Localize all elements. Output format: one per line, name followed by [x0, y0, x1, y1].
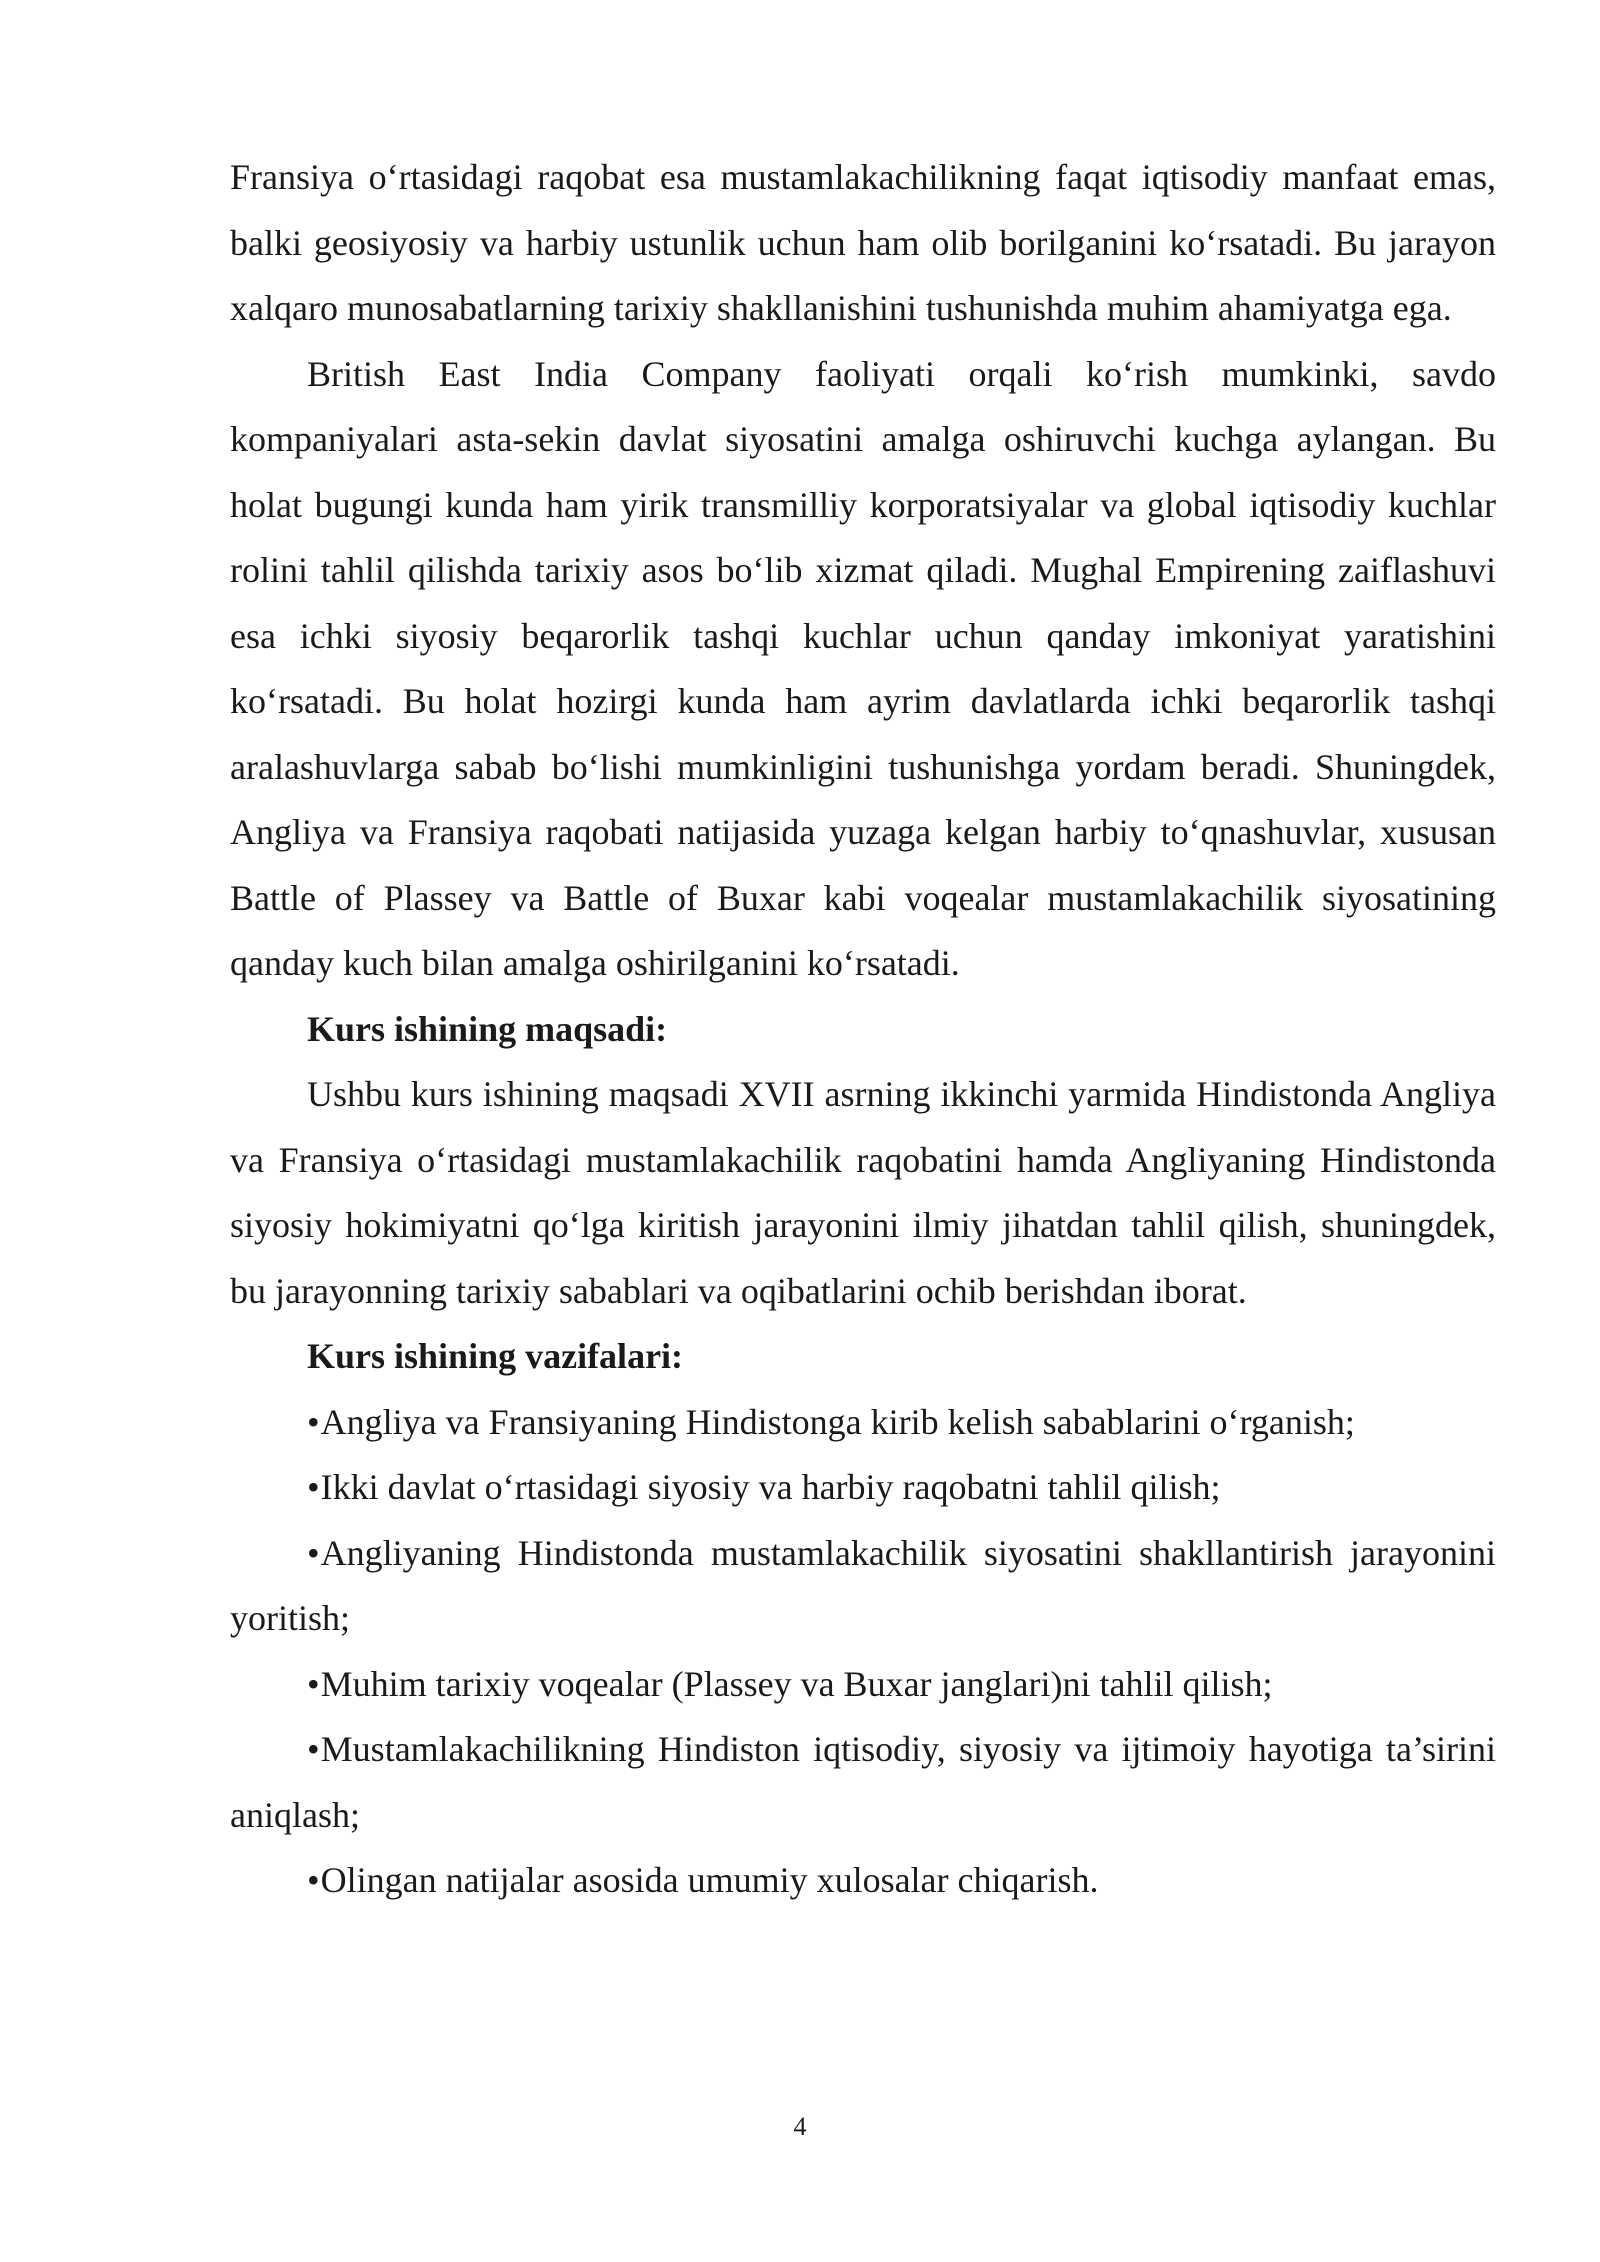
list-item [230, 1717, 1496, 1848]
tasks-list [230, 1390, 1496, 1914]
list-item-text: Angliyaning Hindistonda mustamlakachilik siyosatini shakllantirish jarayonini yoritish; [230, 1532, 1496, 1638]
body-paragraph: British East India Company faoliyati orqali ko‘rish mumkinki, savdo kompaniyalari asta-sekin davlat siyosatini amalga oshiruvchi kuchga aylangan. Bu holat bugungi kunda ham yirik transmilliy korporatsiyalar va global iqtisodiy kuchlar rolini tahlil qilishda tarixiy asos bo‘lib xizmat qiladi. Mughal Empirening zaiflashuvi esa ichki siyosiy beqarorlik tashqi kuchlar uchun qanday imkoniyat yaratishini ko‘rsatadi. Bu holat hozirgi kunda ham ayrim davlatlarda ichki beqarorlik tashqi aralashuvlarga sabab bo‘lishi mumkinligini tushunishga yordam beradi. Shuningdek, Angliya va Fransiya raqobati natijasida yuzaga kelgan harbiy to‘qnashuvlar, xususan Battle of Plassey va Battle of Buxar kabi voqealar mustamlakachilik siyosatining qanday kuch bilan amalga oshirilganini ko‘rsatadi. [230, 353, 1496, 983]
bullet-icon: • [307, 1401, 320, 1442]
list-item-text: Angliya va Fransiyaning Hindistonga kirib kelish sabablarini o‘rganish; [320, 1401, 1355, 1442]
bullet-icon: • [307, 1860, 320, 1900]
body-paragraph: Fransiya o‘rtasidagi raqobat esa mustamlakachilikning faqat iqtisodiy manfaat emas, balki geosiyosiy va harbiy ustunlik uchun ham olib borilganini ko‘rsatadi. Bu jarayon xalqaro munosabatlarning tarixiy shakllanishini tushunishda muhim ahamiyatga ega. [230, 157, 1496, 328]
list-item-text: Mustamlakachilikning Hindiston iqtisodiy, siyosiy va ijtimoiy hayotiga ta’sirini aniqlash; [230, 1729, 1496, 1835]
goal-heading: Kurs ishining maqsadi: [307, 1008, 668, 1049]
list-item [230, 1390, 1496, 1456]
bullet-icon: • [307, 1729, 320, 1769]
bullet-icon: • [307, 1532, 320, 1573]
list-item [230, 1455, 1496, 1521]
list-item [230, 1652, 1496, 1718]
list-item-text: Olingan natijalar asosida umumiy xulosalar chiqarish. [320, 1860, 1099, 1900]
goal-paragraph: Ushbu kurs ishining maqsadi XVII asrning ikkinchi yarmida Hindistonda Angliya va Fransiya o‘rtasidagi mustamlakachilik raqobatini hamda Angliyaning Hindistonda siyosiy hokimiyatni qo‘lga kiritish jarayonini ilmiy jihatdan tahlil qilish, shuningdek, bu jarayonning tarixiy sabablari va oqibatlarini ochib berishdan iborat. [230, 1074, 1496, 1311]
list-item-text: Muhim tarixiy voqealar (Plassey va Buxar janglari)ni tahlil qilish; [320, 1663, 1273, 1704]
list-item [230, 1848, 1496, 1914]
bullet-icon: • [307, 1663, 320, 1704]
tasks-heading: Kurs ishining vazifalari: [307, 1336, 684, 1376]
document-page [230, 145, 1496, 1914]
bullet-icon: • [307, 1467, 320, 1507]
list-item-text: Ikki davlat o‘rtasidagi siyosiy va harbiy raqobatni tahlil qilish; [320, 1467, 1221, 1507]
list-item [230, 1521, 1496, 1652]
page-number: 4 [793, 2112, 807, 2141]
